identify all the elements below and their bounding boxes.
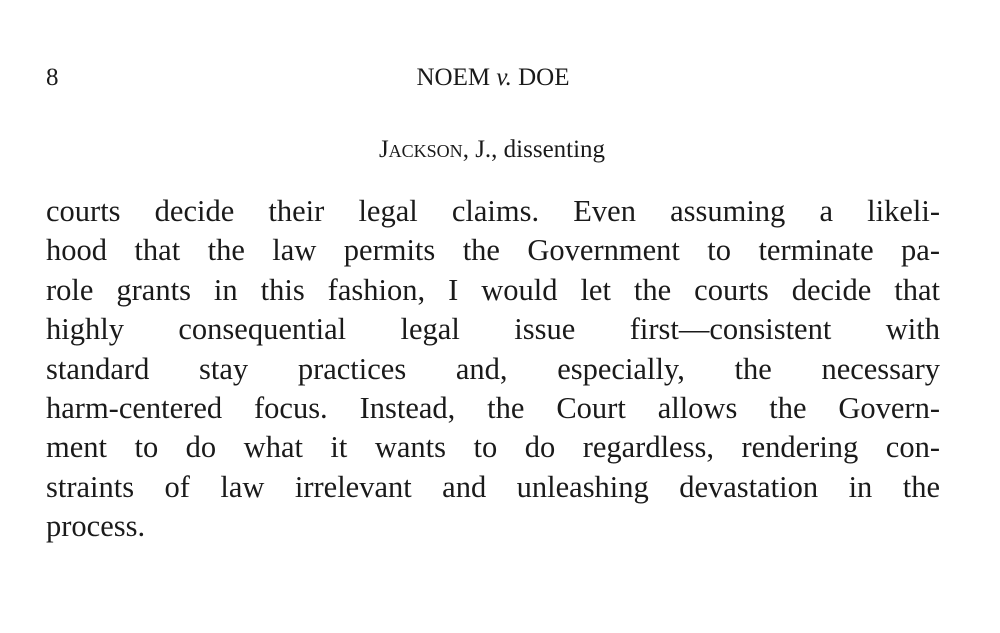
paragraph-line: role grants in this fashion, I would let the courts decide that: [46, 272, 940, 307]
page-number: 8: [46, 64, 59, 91]
opinion-author-suffix: , J., dissenting: [462, 136, 606, 163]
paragraph-line: harm-centered focus. Instead, the Court allows the Govern-: [46, 391, 940, 426]
paragraph-line: highly consequential legal issue first—consistent with: [46, 312, 940, 347]
case-name-versus: v.: [496, 64, 512, 91]
running-head: [0, 62, 986, 94]
case-name-second-party: DOE: [518, 64, 570, 91]
paragraph-line: hood that the law permits the Government to terminate pa-: [46, 233, 940, 268]
paragraph-line: straints of law irrelevant and unleashing devastation in the: [46, 469, 940, 504]
paragraph-line: standard stay practices and, especially, the necessary: [46, 351, 940, 386]
paragraph-line: courts decide their legal claims. Even assuming a likeli-: [46, 194, 940, 228]
opinion-author: Jackson: [378, 136, 463, 163]
paragraph-line: ment to do what it wants to do regardless, rendering con-: [46, 430, 940, 465]
paragraph-line: process.: [46, 509, 146, 544]
case-name-first-party: NOEM: [416, 64, 491, 91]
opinion-label: [0, 134, 984, 166]
opinion-body-paragraph: [46, 192, 940, 547]
